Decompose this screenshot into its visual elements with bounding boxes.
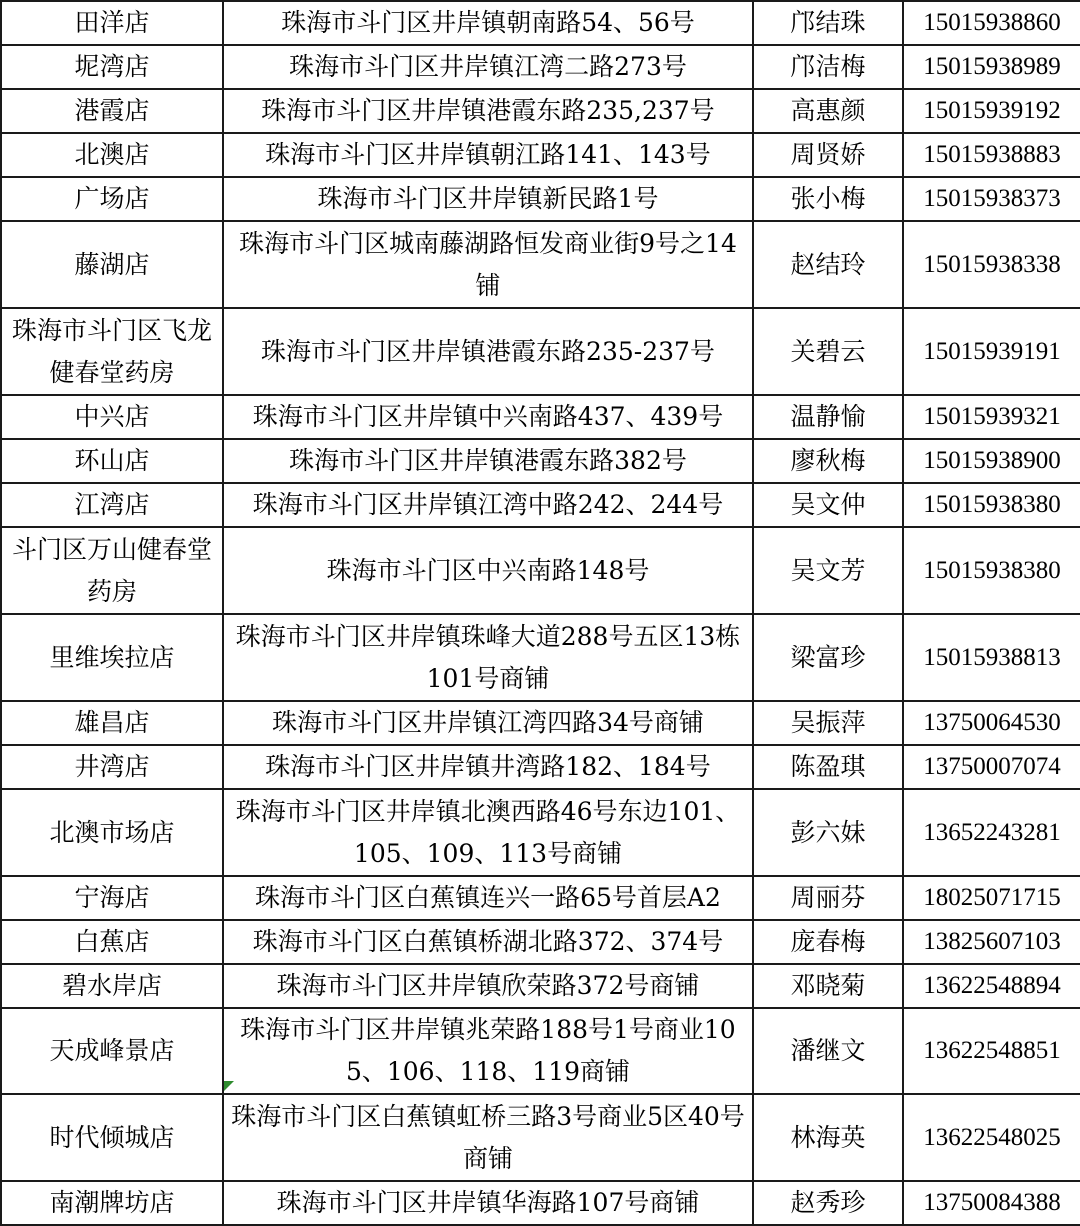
store-manager: 高惠颜 xyxy=(753,89,903,133)
store-manager: 彭六妹 xyxy=(753,789,903,876)
table-row xyxy=(1,308,1080,395)
store-name: 田洋店 xyxy=(1,1,223,45)
store-phone: 13652243281 xyxy=(903,789,1080,876)
store-address: 珠海市斗门区井岸镇北澳西路46号东边101、105、109、113号商铺 xyxy=(223,789,753,876)
store-address: 珠海市斗门区井岸镇港霞东路382号 xyxy=(223,439,753,483)
store-table-body xyxy=(1,1,1080,1225)
store-name: 井湾店 xyxy=(1,745,223,789)
store-phone: 15015939191 xyxy=(903,308,1080,395)
table-row xyxy=(1,614,1080,701)
store-phone: 15015938989 xyxy=(903,45,1080,89)
table-row xyxy=(1,745,1080,789)
store-name: 天成峰景店 xyxy=(1,1008,223,1094)
store-manager: 林海英 xyxy=(753,1094,903,1181)
store-phone: 15015938860 xyxy=(903,1,1080,45)
store-name: 时代倾城店 xyxy=(1,1094,223,1181)
table-row xyxy=(1,920,1080,964)
store-address: 珠海市斗门区井岸镇江湾中路242、244号 xyxy=(223,483,753,527)
table-row xyxy=(1,439,1080,483)
store-manager: 周丽芬 xyxy=(753,876,903,920)
store-address: 珠海市斗门区城南藤湖路恒发商业街9号之14铺 xyxy=(223,221,753,308)
store-phone: 15015938900 xyxy=(903,439,1080,483)
store-address: 珠海市斗门区白蕉镇虹桥三路3号商业5区40号商铺 xyxy=(223,1094,753,1181)
store-manager: 邝洁梅 xyxy=(753,45,903,89)
store-name: 碧水岸店 xyxy=(1,964,223,1008)
table-row xyxy=(1,45,1080,89)
store-name: 环山店 xyxy=(1,439,223,483)
store-phone: 15015938338 xyxy=(903,221,1080,308)
store-name: 江湾店 xyxy=(1,483,223,527)
store-address: 珠海市斗门区井岸镇井湾路182、184号 xyxy=(223,745,753,789)
store-manager: 邝结珠 xyxy=(753,1,903,45)
store-address: 珠海市斗门区井岸镇朝南路54、56号 xyxy=(223,1,753,45)
cell-comment-marker-icon xyxy=(224,1081,234,1091)
table-row xyxy=(1,89,1080,133)
store-manager: 梁富珍 xyxy=(753,614,903,701)
store-manager: 周贤娇 xyxy=(753,133,903,177)
store-phone: 13750007074 xyxy=(903,745,1080,789)
table-row xyxy=(1,221,1080,308)
store-manager: 潘继文 xyxy=(753,1008,903,1094)
store-name: 斗门区万山健春堂药房 xyxy=(1,527,223,614)
store-phone: 13750084388 xyxy=(903,1181,1080,1225)
store-phone: 15015938373 xyxy=(903,177,1080,221)
store-address: 珠海市斗门区井岸镇华海路107号商铺 xyxy=(223,1181,753,1225)
store-address: 珠海市斗门区井岸镇港霞东路235-237号 xyxy=(223,308,753,395)
store-phone: 13750064530 xyxy=(903,701,1080,745)
store-phone: 15015938883 xyxy=(903,133,1080,177)
table-row xyxy=(1,876,1080,920)
store-name: 港霞店 xyxy=(1,89,223,133)
table-row xyxy=(1,701,1080,745)
table-row xyxy=(1,527,1080,614)
store-phone: 15015939192 xyxy=(903,89,1080,133)
store-manager: 陈盈琪 xyxy=(753,745,903,789)
table-row xyxy=(1,1181,1080,1225)
store-name: 宁海店 xyxy=(1,876,223,920)
table-row xyxy=(1,1,1080,45)
store-address: 珠海市斗门区白蕉镇桥湖北路372、374号 xyxy=(223,920,753,964)
table-row xyxy=(1,395,1080,439)
store-manager: 庞春梅 xyxy=(753,920,903,964)
store-phone: 13622548025 xyxy=(903,1094,1080,1181)
store-address: 珠海市斗门区井岸镇朝江路141、143号 xyxy=(223,133,753,177)
store-phone: 13622548851 xyxy=(903,1008,1080,1094)
store-manager: 吴文芳 xyxy=(753,527,903,614)
store-manager: 关碧云 xyxy=(753,308,903,395)
store-address: 珠海市斗门区井岸镇兆荣路188号1号商业105、106、118、119商铺 xyxy=(223,1008,753,1094)
store-name: 坭湾店 xyxy=(1,45,223,89)
store-address: 珠海市斗门区井岸镇新民路1号 xyxy=(223,177,753,221)
store-manager: 张小梅 xyxy=(753,177,903,221)
store-phone: 18025071715 xyxy=(903,876,1080,920)
store-phone: 13622548894 xyxy=(903,964,1080,1008)
store-name: 北澳店 xyxy=(1,133,223,177)
table-row xyxy=(1,177,1080,221)
store-address: 珠海市斗门区井岸镇江湾四路34号商铺 xyxy=(223,701,753,745)
store-manager: 温静愉 xyxy=(753,395,903,439)
store-phone: 15015938813 xyxy=(903,614,1080,701)
table-row xyxy=(1,1094,1080,1181)
table-row xyxy=(1,483,1080,527)
store-name: 北澳市场店 xyxy=(1,789,223,876)
store-address: 珠海市斗门区中兴南路148号 xyxy=(223,527,753,614)
store-manager: 吴文仲 xyxy=(753,483,903,527)
store-address: 珠海市斗门区井岸镇港霞东路235,237号 xyxy=(223,89,753,133)
table-row xyxy=(1,789,1080,876)
store-phone: 13825607103 xyxy=(903,920,1080,964)
store-name: 白蕉店 xyxy=(1,920,223,964)
store-address: 珠海市斗门区井岸镇中兴南路437、439号 xyxy=(223,395,753,439)
store-name: 广场店 xyxy=(1,177,223,221)
store-name: 南潮牌坊店 xyxy=(1,1181,223,1225)
store-name: 中兴店 xyxy=(1,395,223,439)
table-row xyxy=(1,133,1080,177)
store-address: 珠海市斗门区白蕉镇连兴一路65号首层A2 xyxy=(223,876,753,920)
store-manager: 吴振萍 xyxy=(753,701,903,745)
store-phone: 15015938380 xyxy=(903,527,1080,614)
store-name: 雄昌店 xyxy=(1,701,223,745)
table-row xyxy=(1,964,1080,1008)
store-manager: 赵结玲 xyxy=(753,221,903,308)
store-address: 珠海市斗门区井岸镇欣荣路372号商铺 xyxy=(223,964,753,1008)
store-manager: 邓晓菊 xyxy=(753,964,903,1008)
store-phone: 15015939321 xyxy=(903,395,1080,439)
store-manager: 廖秋梅 xyxy=(753,439,903,483)
store-name: 珠海市斗门区飞龙健春堂药房 xyxy=(1,308,223,395)
store-name: 藤湖店 xyxy=(1,221,223,308)
store-name: 里维埃拉店 xyxy=(1,614,223,701)
store-manager: 赵秀珍 xyxy=(753,1181,903,1225)
table-row xyxy=(1,1008,1080,1094)
store-address: 珠海市斗门区井岸镇珠峰大道288号五区13栋101号商铺 xyxy=(223,614,753,701)
store-phone: 15015938380 xyxy=(903,483,1080,527)
store-address: 珠海市斗门区井岸镇江湾二路273号 xyxy=(223,45,753,89)
